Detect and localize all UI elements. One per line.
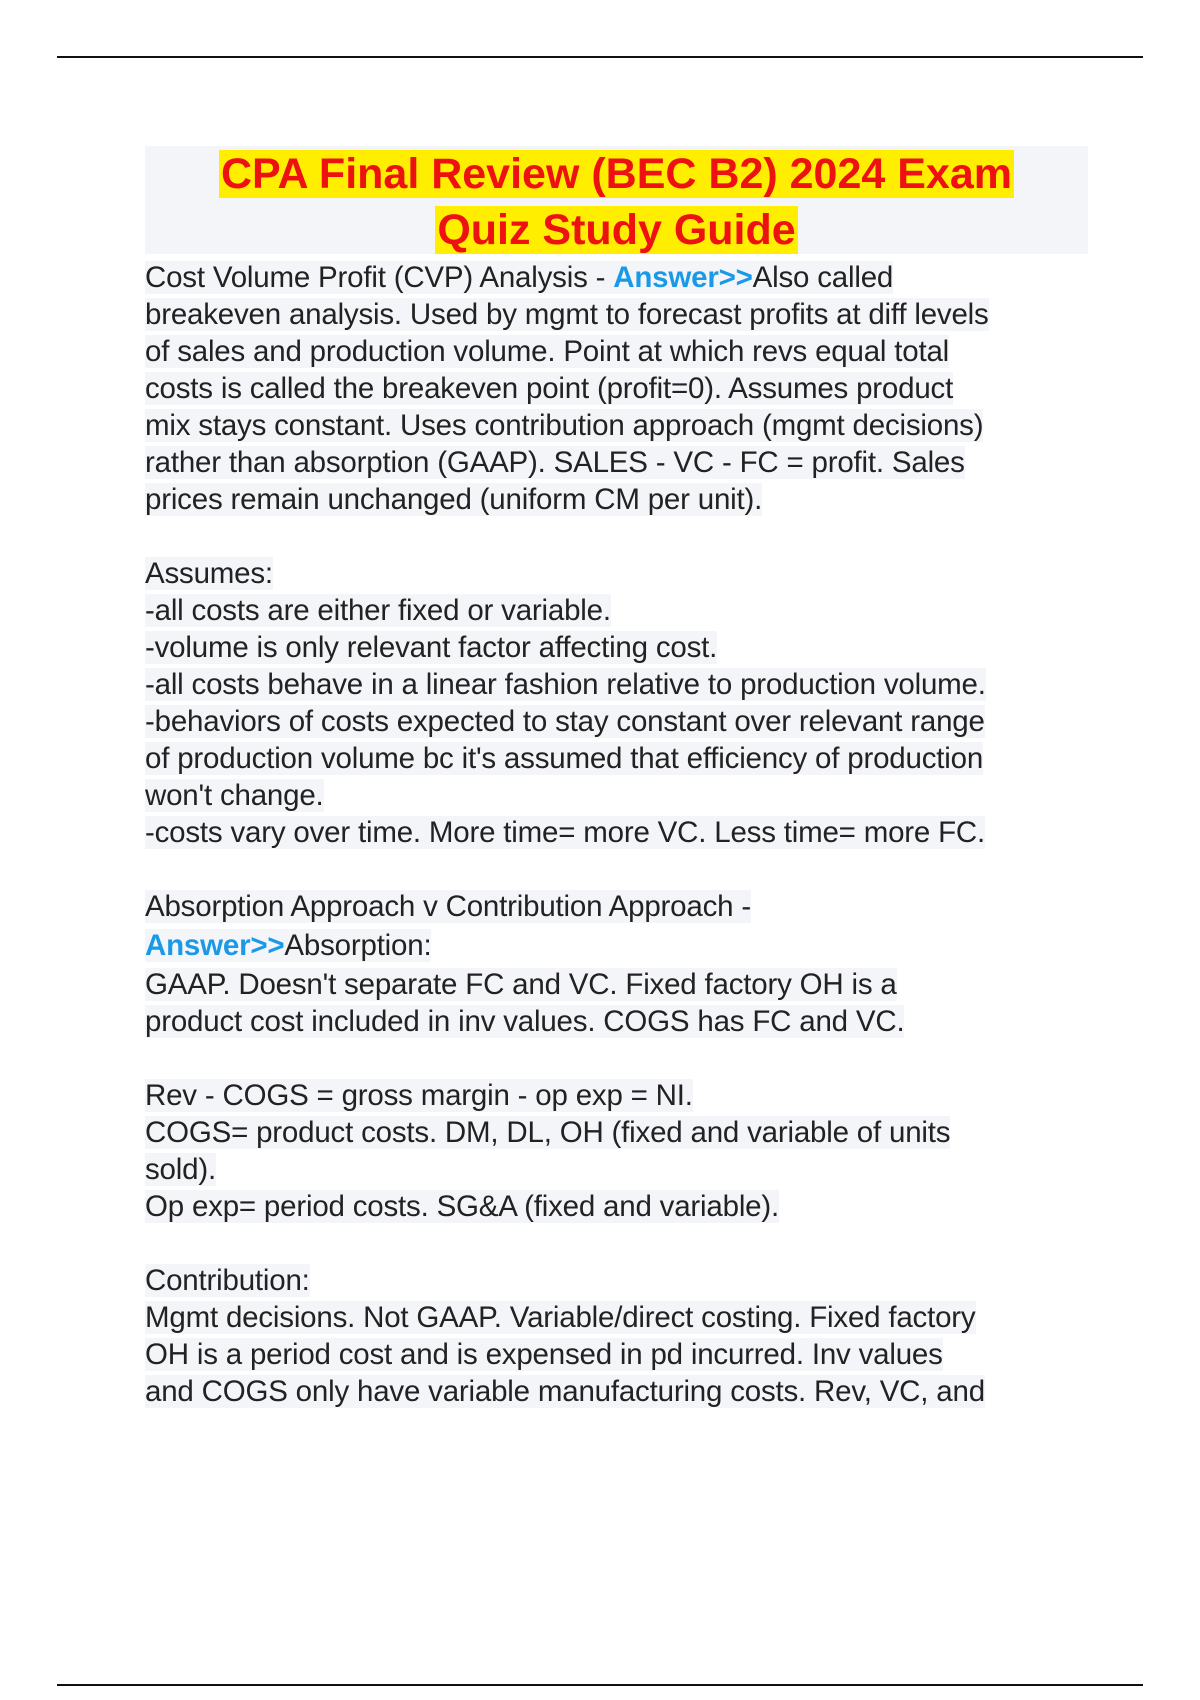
cvp-answer-line: prices remain unchanged (uniform CM per unit).	[145, 483, 763, 516]
answer-marker: Answer>>	[145, 929, 285, 962]
formula-line: COGS= product costs. DM, DL, OH (fixed and variable of units	[145, 1116, 951, 1149]
assumes-item: -costs vary over time. More time= more VC. Less time= more FC.	[145, 816, 986, 849]
assumes-item: of production volume bc it's assumed that efficiency of production	[145, 742, 984, 775]
cvp-answer-line: costs is called the breakeven point (profit=0). Assumes product	[145, 372, 954, 405]
bottom-rule	[57, 1684, 1143, 1686]
cvp-answer-line: breakeven analysis. Used by mgmt to forecast profits at diff levels	[145, 298, 989, 331]
contribution-line: OH is a period cost and is expensed in pd incurred. Inv values	[145, 1338, 943, 1371]
absorption-question-line: Absorption Approach v Contribution Approach -	[145, 890, 751, 923]
formula-line: sold).	[145, 1153, 216, 1186]
assumes-item: -behaviors of costs expected to stay constant over relevant range	[145, 705, 985, 738]
contribution-line: and COGS only have variable manufacturing costs. Rev, VC, and	[145, 1375, 985, 1408]
contribution-heading: Contribution:	[145, 1264, 310, 1297]
absorption-answer-line: product cost included in inv values. COGS has FC and VC.	[145, 1005, 905, 1038]
absorption-answer-start: Answer>>Absorption:	[145, 929, 432, 962]
formula-line: Op exp= period costs. SG&A (fixed and variable).	[145, 1190, 779, 1223]
answer-marker: Answer>>	[613, 261, 753, 294]
cvp-answer-line: rather than absorption (GAAP). SALES - VC - FC = profit. Sales	[145, 446, 965, 479]
cvp-answer-line: of sales and production volume. Point at which revs equal total	[145, 335, 950, 368]
document-title	[145, 146, 1088, 254]
paragraph-gap	[145, 518, 1095, 555]
cvp-question-line: Cost Volume Profit (CVP) Analysis - Answer>>Also called	[145, 261, 894, 294]
assumes-heading: Assumes:	[145, 557, 273, 590]
contribution-line: Mgmt decisions. Not GAAP. Variable/direct costing. Fixed factory	[145, 1301, 976, 1334]
assumes-item: -volume is only relevant factor affecting cost.	[145, 631, 718, 664]
title-line-2: Quiz Study Guide	[437, 206, 796, 254]
cvp-answer-line: mix stays constant. Uses contribution approach (mgmt decisions)	[145, 409, 984, 442]
paragraph-gap	[145, 1040, 1095, 1077]
absorption-answer-line: GAAP. Doesn't separate FC and VC. Fixed factory OH is a	[145, 968, 897, 1001]
title-line-1: CPA Final Review (BEC B2) 2024 Exam	[220, 150, 1012, 198]
assumes-item: -all costs behave in a linear fashion relative to production volume.	[145, 668, 986, 701]
paragraph-gap	[145, 1225, 1095, 1262]
formula-line: Rev - COGS = gross margin - op exp = NI.	[145, 1079, 693, 1112]
assumes-item: -all costs are either fixed or variable.	[145, 594, 611, 627]
paragraph-gap	[145, 851, 1095, 888]
top-rule	[57, 56, 1143, 58]
document-body	[145, 259, 1095, 1410]
assumes-item: won't change.	[145, 779, 324, 812]
